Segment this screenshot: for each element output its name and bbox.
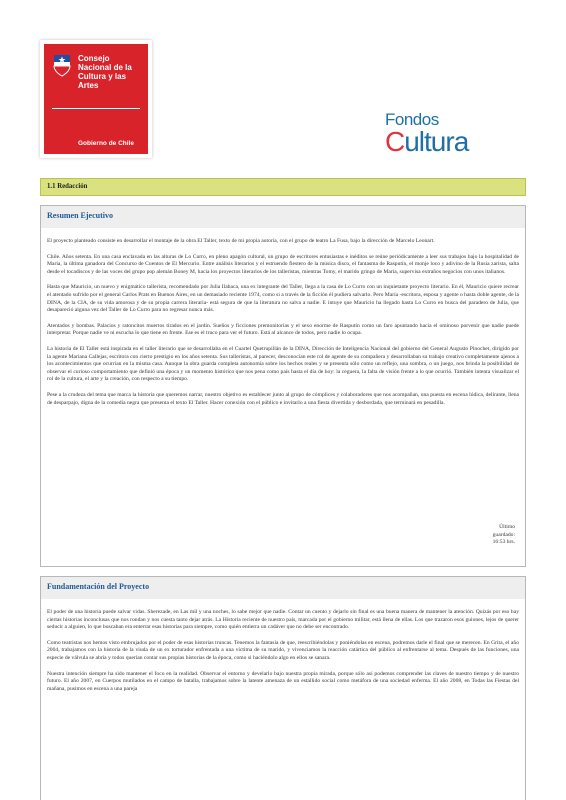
fundamentacion-title: Fundamentación del Proyecto [47,582,150,591]
fundamentacion-paragraph: El poder de una historia puede salvar vidas. Sherezade, en Las mil y una noches, lo sabe mejor que nadie. Contar un cuento y dejarlo sin final es una buena manera de mantener la atención. Quizás por eso hay ciertas historias inconclusas que nos rondan y nos cuesta tanto dejar atrás. La Historia reciente de nuestro país, marcada por el gobierno militar, está llena de ellas. Los que trazaron esos guiones, lejos de querer seducir a alguien, lo que buscaban era enterrar esas historias para siempre, como quién entierra un cadáver que no debe ser encontrado. [47,609,519,631]
resumen-body [41,228,525,407]
fundamentacion-panel [40,576,526,800]
resumen-paragraph: Pese a la crudeza del tema que marca la historia que queremos narrar, nuestro objetivo es establecer junto al grupo de cómplices y colaboradores que nos acompañan, una puesta en escena lúdica, delirante, llena de desparpajo, digna de la comedia negra que presenta el texto El Taller. Hacer conexión con el público e invitarlo a una fiesta divertida y desbordada, que terminará en pesadilla. [47,391,519,406]
resumen-panel [40,205,526,567]
logo-divider [52,108,140,109]
section-header: 1.1 Redacción [40,178,526,196]
resumen-paragraph: Hasta que Mauricio, un nuevo y enigmático tallerista, recomendado por Julia Ilabaca, una ex integrante del Taller, llega a la casa de Lo Curro con un inquietante proyecto literario. En él, Mauricio quiere recrear el atentado sufrido por el general Carlos Prats en Buenos Aires, en un demasiado reciente 1974, como si a través de la ficción él pudiera salvarlo. Pero María -escritora, esposa y agente o hasta doble agente, de la DINA, de la CIA, de su vida amorosa y de su propia carrera literaria- está segura de que la literatura no salva a nadie. E intuye que Mauricio ha llegado hasta Lo Curro en busca del paradero de Julia, que desapareció alguna vez del Taller de Lo Curro para no regresar nunca más. [47,284,519,314]
resumen-header [41,206,525,228]
brand-fondos: Fondos [385,110,439,129]
brand-cultura [385,127,468,157]
coat-of-arms-icon [52,52,72,78]
resumen-paragraph: La historia de El Taller está inspirada en el taller literario que se desarrollaba en el Cuartel Quetrupillán de la DINA, Dirección de Inteligencia Nacional del gobierno del General Augusto Pinochet, dirigido por la agente Mariana Callejas, escritora con cierto prestigio en los años setenta. Sus talleristas, al parecer, desconocían este rol de agente de su compañera y desarrollaban su trabajo creativo completamente ajenos a los acontecimientos que ocurrían en la misma casa. Aunque la obra guarda completa autonomía sobre los hechos reales y se presenta sólo como un reflejo, una sombra, o un juego, nos brinda la posibilidad de observar el curioso comportamiento que definió una época y un momento histórico que nos pena como país hasta el día de hoy: la ceguera, la falta de visión frente a lo que ocurrió. También intenta visualizar el rol de la cultura, el arte y la creación, con respecto a su tiempo. [47,345,519,383]
logo-government: Gobierno de Chile [78,140,134,147]
brand-cultura-rest: ultura [404,126,469,157]
resumen-title: Resumen Ejecutivo [47,211,113,220]
resumen-paragraph: Atentados y bombas. Palacios y ratoncitos muertos tirados en el jardín. Sueños y ficciones premonitorias y el sexo enorme de Rasputín como un faro apuntando hacia el ominoso porvenir que nadie puede interpretar. Porque nadie ve ni escucha lo que tiene en frente. Ese es el truco para ver el futuro. Está al alcance de todos, pero nadie lo ocupa. [47,322,519,337]
brand-c-accent: C [385,126,405,157]
logo-name: Consejo Nacional de la Cultura y las Artes [78,54,132,90]
fundamentacion-paragraph: Como teatristas nos hemos visto embrujados por el poder de esas historias truncas. Tenemos la fantasía de que, reescribiéndolas y poniéndolas en escena, podremos darle el final que se merecen. En Grita, el año 2004, trabajamos con la historia de la viuda de un ex torturador enfrentada a una víctima de su marido, y vivenciamos la reacción catártica del público al enfrentarse al tema. Después de las funciones, una especie de válvula se abría y todos querían contar sus propias historias de la época, como si haciéndolo algo en ellos se sanara. [47,639,519,661]
fondos-cultura-logo [385,110,515,162]
fundamentacion-header [41,577,525,599]
last-saved-status: Último guardado: 16:53 hrs. [492,524,515,546]
fundamentacion-body [41,599,525,693]
resumen-paragraph: Chile. Años setenta. En una casa enclavada en las alturas de Lo Curro, en pleno apagón cultural, un grupo de escritores entusiastas e inéditos se reúne periódicamente a leer sus trabajos bajo la hospitalidad de María, la última ganadora del Concurso de Cuentos de El Mercurio. Entre análisis literarios y el estruendo fiestero de la música disco, el fantasma de Rasputín, el monje loco y adivino de la Rusia zarista, salta desde el tocadiscos y de las voces del grupo pop alemán Boney M, hacia los proyectos literarios de los talleristas, mientras Tomy, el marido gringo de María, supervisa extraños negocios con unos italianos. [47,253,519,275]
logo-block [44,44,148,154]
resumen-paragraph: El proyecto planteado consiste en desarrollar el montaje de la obra El Taller, texto de mi propia autoría, con el grupo de teatro La Fusa, bajo la dirección de Marcelo Leonart. [47,238,435,244]
fundamentacion-paragraph: Nuestra intención siempre ha sido mantener el foco en la realidad. Observar el entorno y develarlo bajo nuestra propia mirada, porque sólo así podemos comprender las claves de nuestro tiempo y de nuestro futuro. El año 2007, en Cuerpos mutilados en el campo de batalla, trabajamos sobre la latente amenaza de un estallido social como metáfora de una sociedad enferma. El año 2008, en Todas las Fiestas del mañana, pusimos en escena a una pareja [47,670,519,692]
cnca-logo [40,40,152,158]
